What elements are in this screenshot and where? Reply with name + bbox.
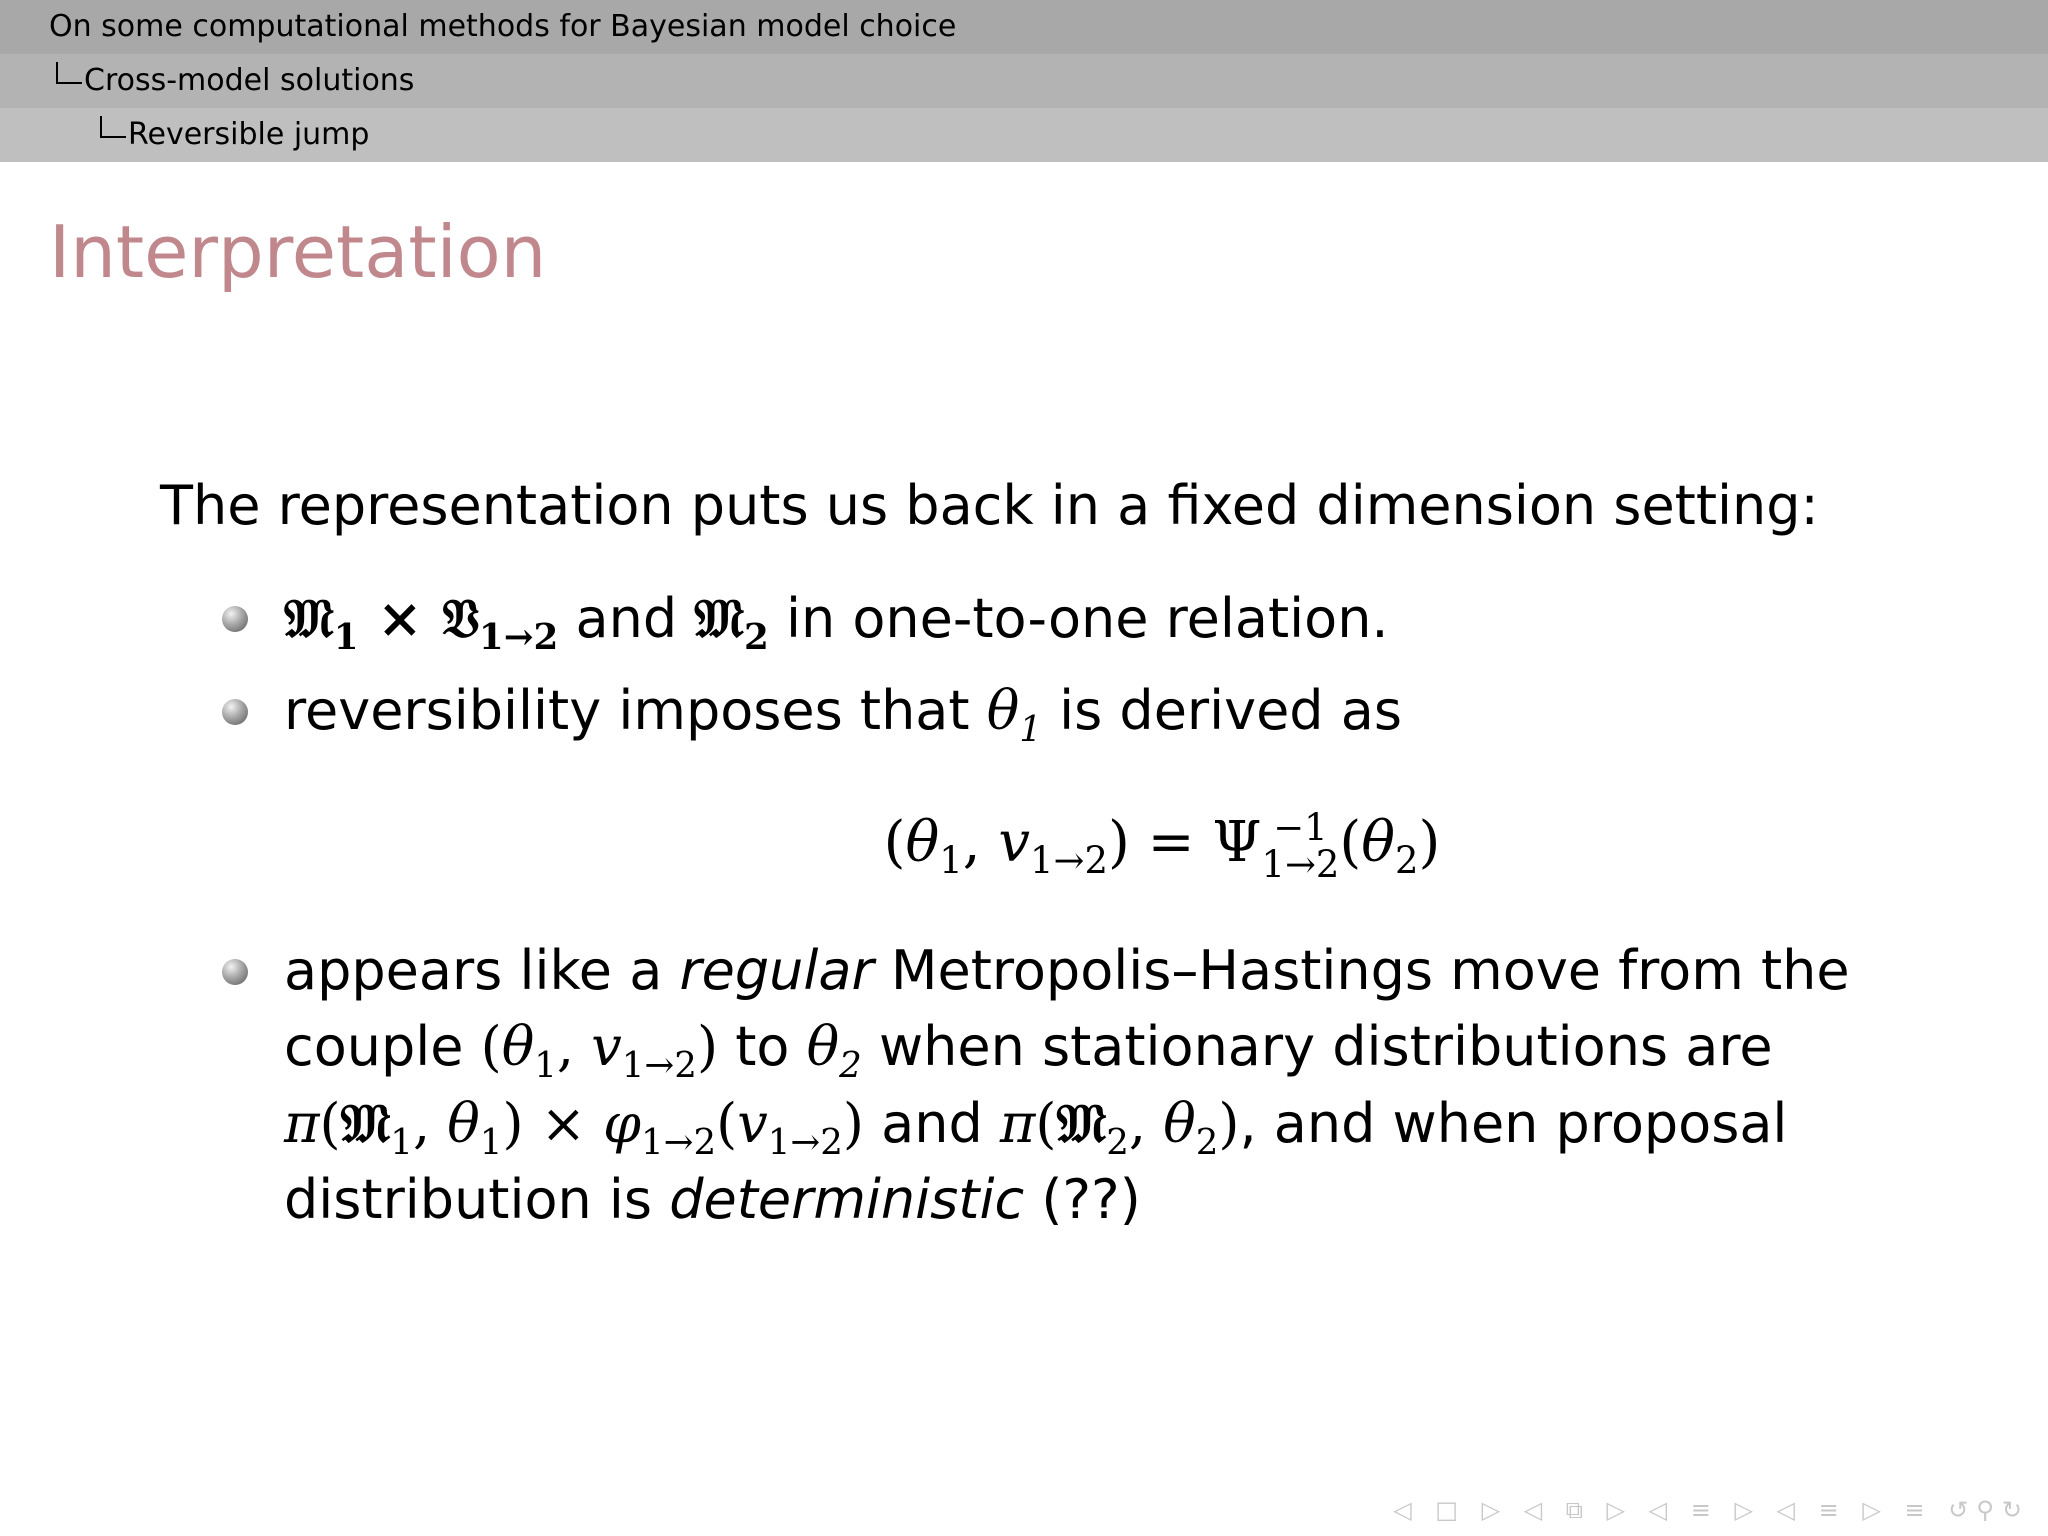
bullet-list [160,580,1920,1238]
bullet-text: in one-to-one relation. [785,587,1389,650]
bullet-text: to [735,1015,790,1079]
math-expr: π(𝔐$_2$, $\theta_2$) [999,1091,1240,1164]
header-title[interactable]: On some computational methods for Bayesian model choice [0,0,2048,54]
beamer-header [0,0,2048,162]
bullet-icon [222,959,248,985]
math-expr: π(𝔐$_1$, $\theta_1) \times \varphi_{1\to 2}(v_{1\to 2})$ [284,1091,864,1164]
slide-content [160,468,1920,1254]
bullet-text: reversibility imposes that [284,679,970,742]
emphasis-text: regular [679,939,874,1003]
bullet-text: when stationary distributions are [878,1015,1773,1079]
intro-text: The representation puts us back in a fixed dimension setting: [160,474,1819,537]
tree-corner-icon [100,116,126,138]
beamer-navigation-icons[interactable]: ◁ □ ▷ ◁ ⧉ ▷ ◁ ≡ ▷ ◁ ≡ ▷ ≡ ↺⚲↻ [1393,1496,2030,1524]
bullet-text: appears like a [284,939,663,1003]
bullet-text: Metropolis–Hastings move from the couple [284,939,1850,1079]
bullet-icon [222,606,248,632]
header-subsection-label[interactable]: Reversible jump [128,117,370,152]
bullet-item-3 [160,933,1920,1238]
math-expr: ($\theta_1$, $v_{1\to 2}$) [480,1015,719,1087]
frame-title: Interpretation [49,210,547,294]
reference-text: (??) [1041,1168,1141,1232]
math-expr: $\theta_1$ [986,679,1042,750]
header-subsection[interactable] [0,108,2048,162]
header-section-label[interactable]: Cross-model solutions [84,63,415,98]
emphasis-text: deterministic [669,1168,1025,1232]
bullet-text: and [575,587,678,650]
bullet-item-1 [160,580,1920,657]
bullet-text: is derived as [1059,679,1402,742]
display-equation: ($\theta_1$, $v_{1\to 2}) = \Psi$ −1 1→2 $(\theta_2)$ [883,805,1441,886]
header-section[interactable] [0,54,2048,108]
math-expr: 𝔐$_1$ × 𝔙$_{1\to 2}$ [284,586,559,658]
math-expr: 𝔐$_2$ [694,586,769,658]
bullet-text: and [881,1092,983,1156]
tree-corner-icon [56,62,82,84]
bullet-text: , and when proposal distribution is [284,1092,1788,1232]
bullet-item-2 [160,673,1920,886]
bullet-icon [222,699,248,725]
math-expr: $\theta_2$ [806,1015,862,1087]
